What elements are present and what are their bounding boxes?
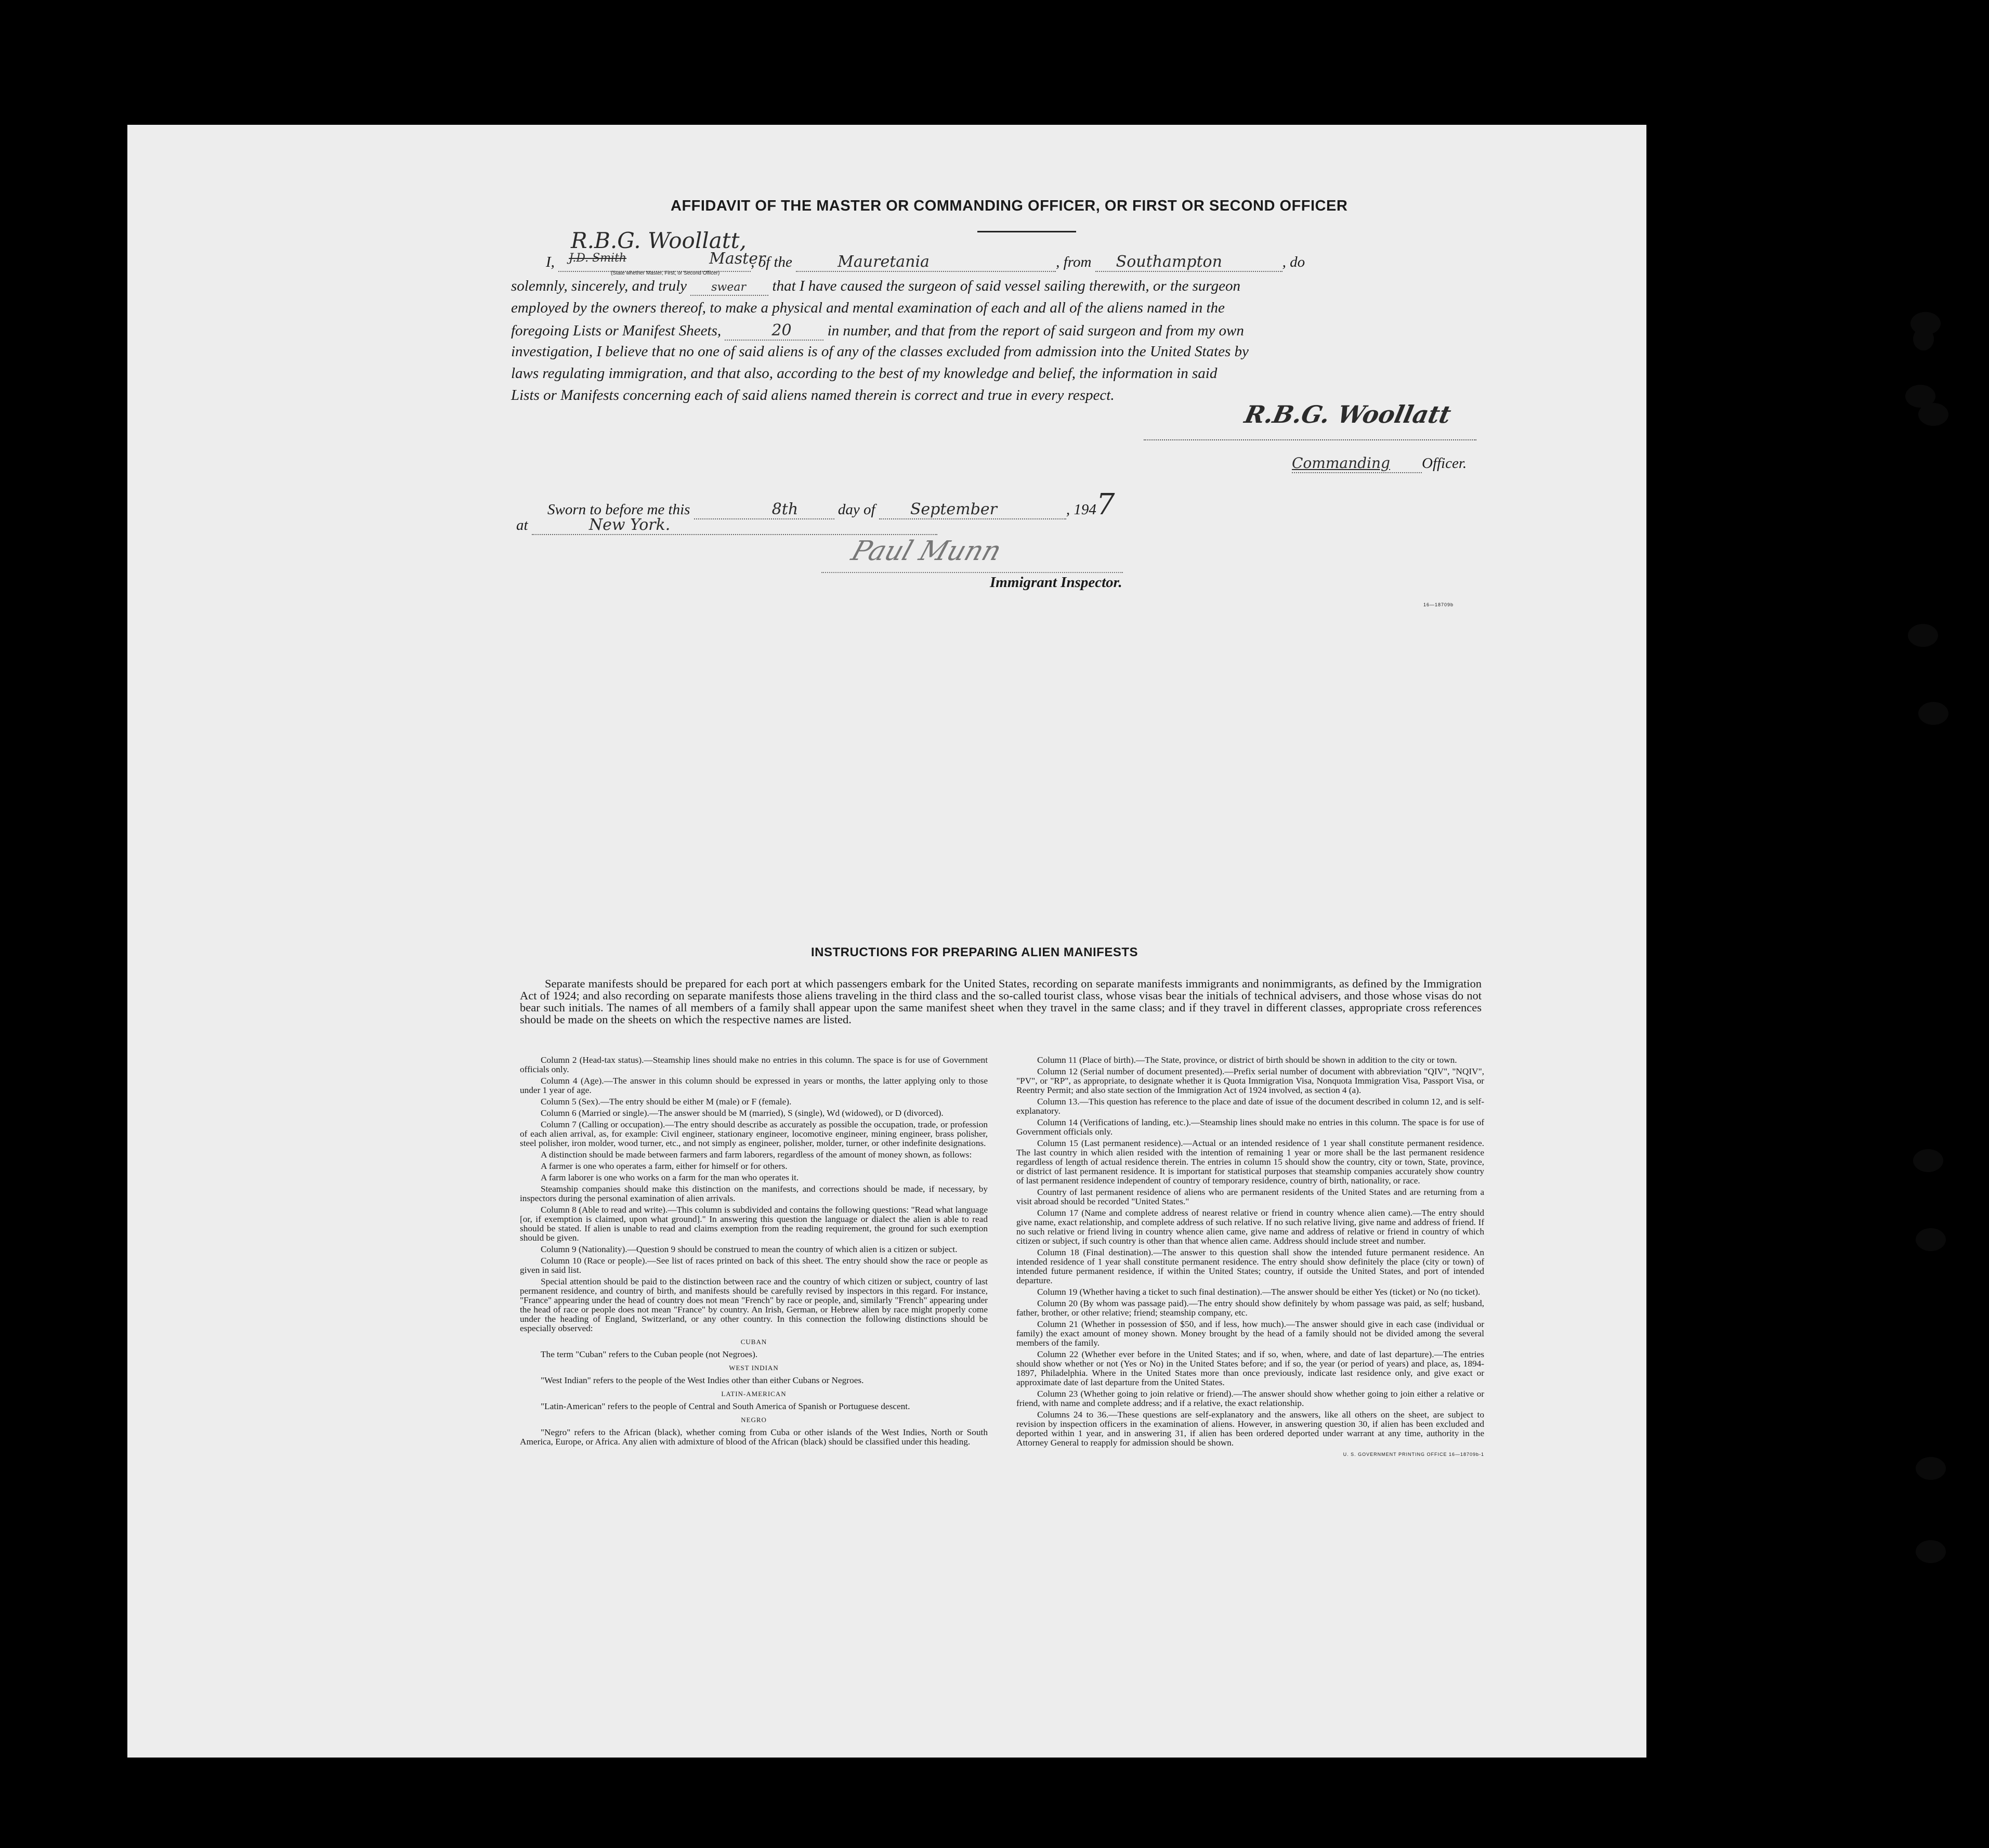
instruction-item: Column 18 (Final destination).—The answer to this question shall show the intended future permanent residence. An intended residence of 1 year shall constitute permanent residence. The entry should show definitely the place (city or town) of intended future permanent residence, if within the United States; country, if outside the United States, and port of intended departure. bbox=[1016, 1247, 1484, 1285]
inspector-signature: Paul Munn bbox=[847, 536, 1005, 567]
instruction-item: Column 9 (Nationality).—Question 9 should be construed to mean the country of which alien is a citizen or subject. bbox=[541, 1244, 958, 1254]
punch-hole bbox=[1913, 328, 1934, 350]
affidavit-line-2: solemnly, sincerely, and truly swear that I have caused the surgeon of said vessel sailing therewith, or the surgeon bbox=[511, 278, 1240, 296]
instruction-item: Column 6 (Married or single).—The answer should be M (married), S (single), Wd (widowed), or D (divorced). bbox=[541, 1108, 944, 1118]
instructions-title: INSTRUCTIONS FOR PREPARING ALIEN MANIFESTS bbox=[811, 945, 1139, 959]
year-handwriting: 7 bbox=[1096, 488, 1115, 522]
punch-hole bbox=[1913, 1149, 1943, 1172]
title-rule bbox=[977, 231, 1076, 232]
affidavit-line-7: Lists or Manifests concerning each of said aliens named therein is correct and true in every respect. bbox=[511, 387, 1115, 404]
instruction-item: A farmer is one who operates a farm, either for himself or for others. bbox=[541, 1161, 788, 1171]
instruction-item: Columns 24 to 36.—These questions are self-explanatory and the answers, like all others on the sheet, are subject to revision by inspection officers in the examination of aliens. However, in answering question 30, if alien has been excluded and deported within 1 year, and in answering 31, if alien has been ordered deported under warrant at any time, authority in the Attorney General to reapply for admission should be shown. bbox=[1016, 1410, 1484, 1448]
cuban-definition: The term "Cuban" refers to the Cuban people (not Negroes). bbox=[541, 1349, 758, 1359]
instruction-item: Column 23 (Whether going to join relative or friend).—The answer should show whether going to join either a relative or friend, with name and complete address; and if a relative, the exact relationship. bbox=[1016, 1389, 1484, 1408]
affidavit-line-4: foregoing Lists or Manifest Sheets, 20 in number, and that from the report of said surgeon and from my own bbox=[511, 321, 1244, 340]
printer-imprint: U. S. GOVERNMENT PRINTING OFFICE 16—18709b-1 bbox=[1343, 1452, 1484, 1457]
caption-negro: NEGRO bbox=[741, 1416, 767, 1424]
instruction-item: Column 13.—This question has reference to the place and date of issue of the document described in column 12, and is self-explanatory. bbox=[1016, 1097, 1484, 1116]
punch-hole bbox=[1918, 702, 1948, 725]
affidavit-line-3: employed by the owners thereof, to make a physical and mental examination of each and all of the aliens named in the bbox=[511, 300, 1225, 316]
punch-hole bbox=[1918, 403, 1948, 426]
west-indian-definition: "West Indian" refers to the people of the West Indies other than either Cubans or Negroes. bbox=[541, 1375, 864, 1385]
form-number: 16—18709b bbox=[1423, 602, 1454, 607]
negro-definition: "Negro" refers to the African (black), whether coming from Cuba or other islands of the West Indies, North or South America, Europe, or Africa. Any alien with admixture of blood of the African (black) should be classified under this heading. bbox=[520, 1427, 988, 1447]
instruction-item: Steamship companies should make this distinction on the manifests, and corrections should be made, if necessary, by inspectors during the personal examination of alien arrivals. bbox=[520, 1184, 988, 1203]
place-handwriting: New York. bbox=[588, 516, 671, 534]
punch-hole bbox=[1916, 1540, 1946, 1563]
instruction-item: Column 2 (Head-tax status).—Steamship lines should make no entries in this column. The space is for use of Government officials only. bbox=[520, 1055, 988, 1074]
punch-hole bbox=[1916, 1228, 1946, 1251]
instruction-item: Column 8 (Able to read and write).—This column is subdivided and contains the following questions: "Read what language [or, if exemption is claimed, upon what ground]." In answering this question the language or dialect the alien is able to read should be stated. If alien is unable to read and claims exemption from the reading requirement, the ground for such exemption should be given. bbox=[520, 1205, 988, 1243]
instruction-item: Country of last permanent residence of aliens who are permanent residents of the United States and are returning from a visit abroad should be recorded "United States." bbox=[1016, 1187, 1484, 1206]
struck-name: J.D. Smith bbox=[569, 252, 627, 265]
instruction-item: Column 10 (Race or people).—See list of races printed on back of this sheet. The entry should show the race or people as given in said list. bbox=[520, 1256, 988, 1275]
sworn-line: Sworn to before me this 8th day of September , 1947 bbox=[547, 488, 1115, 522]
day-handwriting: 8th bbox=[771, 500, 799, 518]
instructions-intro: Separate manifests should be prepared for each port at which passengers embark for the United States, recording on separate manifests immigrants and nonimmigrants, as defined by the Immigration Act of 1924; and also recording on separate manifests those aliens traveling in the third class and the so-called tourist class, whose visas bear the initials of technical advisers, and those whose visas do not bear such initials. The names of all members of a family shall appear upon the same manifest sheet when they travel in the same class; and if they travel in different classes, appropriate cross references should be made on the sheets on which the respective names are listed. bbox=[520, 977, 1482, 1026]
master-signature: R.B.G. Woollatt bbox=[1242, 400, 1454, 428]
vessel-handwriting: Mauretania bbox=[838, 253, 930, 271]
place-line: at New York. bbox=[516, 516, 937, 535]
affidavit-line-5: investigation, I believe that no one of said aliens is of any of the classes excluded from admission into the United States by bbox=[511, 343, 1249, 360]
instruction-item: Column 11 (Place of birth).—The State, province, or district of birth should be shown in addition to the city or town. bbox=[1037, 1055, 1457, 1065]
instruction-item: A farm laborer is one who works on a farm for the man who operates it. bbox=[541, 1173, 799, 1182]
punch-hole bbox=[1908, 624, 1938, 647]
rank-handwriting: Master bbox=[709, 250, 766, 268]
punch-hole bbox=[1916, 1457, 1946, 1480]
caption-cuban: CUBAN bbox=[740, 1338, 767, 1346]
instructions-right-column bbox=[1016, 1056, 1484, 1461]
officer-line: Commanding Officer. bbox=[1292, 454, 1467, 473]
master-name-handwriting: R.B.G. Woollatt, bbox=[571, 228, 747, 253]
swear-handwriting: swear bbox=[711, 281, 747, 294]
instruction-item: Special attention should be paid to the distinction between race and the country of which citizen or subject, country of last permanent residence, and country of birth, and manifests should be carefully revised by inspectors in this regard. For instance, "France" appearing under the head of country does not mean "French" by race or people, and, similarly "French" appearing under the head of race or people does not mean "France" by country. An Irish, German, or Hebrew alien by race might properly come under the heading of England, Switzerland, or any other country. In this connection the following distinctions should be especially observed: bbox=[520, 1277, 988, 1333]
inspector-label: Immigrant Inspector. bbox=[990, 574, 1122, 591]
instruction-item: Column 4 (Age).—The answer in this column should be expressed in years or months, the latter applying only to those under 1 year of age. bbox=[520, 1076, 988, 1095]
sheets-handwriting: 20 bbox=[771, 321, 792, 340]
commanding-handwriting: Commanding bbox=[1292, 454, 1390, 472]
instruction-item: Column 22 (Whether ever before in the United States; and if so, when, where, and date of last departure).—The entries should show whether or not (Yes or No) in the United States before; and if so, the year (or period of years) and place, as, 1894-1897, Philadelphia. Where in the United States more than once previously, indicate last residence only, and give exact or approximate date of last departure from the United States. bbox=[1016, 1349, 1484, 1387]
instruction-item: Column 20 (By whom was passage paid).—The entry should show definitely by whom passage was paid, as self; husband, father, brother, or other relative; friend; steamship company, etc. bbox=[1016, 1298, 1484, 1318]
caption-latin-american: LATIN-AMERICAN bbox=[721, 1390, 787, 1398]
inspector-sig-line bbox=[821, 572, 1123, 573]
affidavit-line-6: laws regulating immigration, and that also, according to the best of my knowledge and belief, the information in said bbox=[511, 365, 1218, 382]
port-handwriting: Southampton bbox=[1116, 253, 1222, 271]
instruction-item: Column 21 (Whether in possession of $50, and if less, how much).—The answer should give in each case (individual or family) the exact amount of money shown. Money brought by the head of a family should not be divided among the several members of the family. bbox=[1016, 1319, 1484, 1348]
rank-note: (State whether Master, First, or Second Officer) bbox=[611, 270, 720, 276]
instruction-item: Column 15 (Last permanent residence).—Actual or an intended residence of 1 year shall constitute permanent residence. The last country in which alien resided with the intention of remaining 1 year or more shall be the last permanent residence regardless of length of actual residence therein. The entries in column 15 should show the country, city or town, State, province, or district of last permanent residence. It is important for statistical purposes that steamship companies accurately show country of last permanent residence independent of country of temporary residence, country of birth, nationality, or race. bbox=[1016, 1138, 1484, 1186]
affidavit-title: AFFIDAVIT OF THE MASTER OR COMMANDING OFFICER, OR FIRST OR SECOND OFFICER bbox=[671, 198, 1348, 214]
latin-american-definition: "Latin-American" refers to the people of Central and South America of Spanish or Portuguese descent. bbox=[541, 1401, 910, 1411]
instruction-item: Column 7 (Calling or occupation).—The entry should describe as accurately as possible the occupation, trade, or profession of each alien arrival, as, for example: Civil engineer, stationary engineer, locomotive engineer, mining engineer, brass polisher, steel polisher, iron molder, wood turner, etc., and not simply as engineer, polisher, molder, turner, or other indefinite designations. bbox=[520, 1120, 988, 1148]
instruction-item: Column 19 (Whether having a ticket to such final destination).—The answer should be either Yes (ticket) or No (no ticket). bbox=[1037, 1287, 1481, 1297]
instruction-item: A distinction should be made between farmers and farm laborers, regardless of the amount of money shown, as follows: bbox=[541, 1150, 972, 1160]
month-handwriting: September bbox=[910, 500, 997, 518]
caption-west-indian: WEST INDIAN bbox=[729, 1364, 779, 1372]
signature-line bbox=[1144, 439, 1476, 440]
instruction-item: Column 12 (Serial number of document presented).—Prefix serial number of document with abbreviation "QIV", "NQIV", "PV", or "RP", as appropriate, to designate whether it is Quota Immigration Visa, Nonquota Immigration Visa, Passport Visa, or Reentry Permit; and also state section of the Immigration Act of 1924 involved, as section 4 (a). bbox=[1016, 1066, 1484, 1095]
affidavit-line-1: I, J.D. Smith Master , of the Mauretania , from Southampton , do bbox=[546, 250, 1305, 271]
instruction-item: Column 14 (Verifications of landing, etc.).—Steamship lines should make no entries in this column. The space is for use of Government officials only. bbox=[1016, 1117, 1484, 1137]
instruction-item: Column 17 (Name and complete address of nearest relative or friend in country whence alien came).—The entry should give name, exact relationship, and complete address of such relative. If no such relative living, give name and address of friend. If no such relative or friend living in country whence alien came, give name and address of relative or friend in country of which citizen or subject, if such country is other than that whence alien came. Address should include street and number. bbox=[1016, 1208, 1484, 1246]
instruction-item: Column 5 (Sex).—The entry should be either M (male) or F (female). bbox=[541, 1097, 792, 1107]
instructions-left-column bbox=[520, 1056, 988, 1449]
